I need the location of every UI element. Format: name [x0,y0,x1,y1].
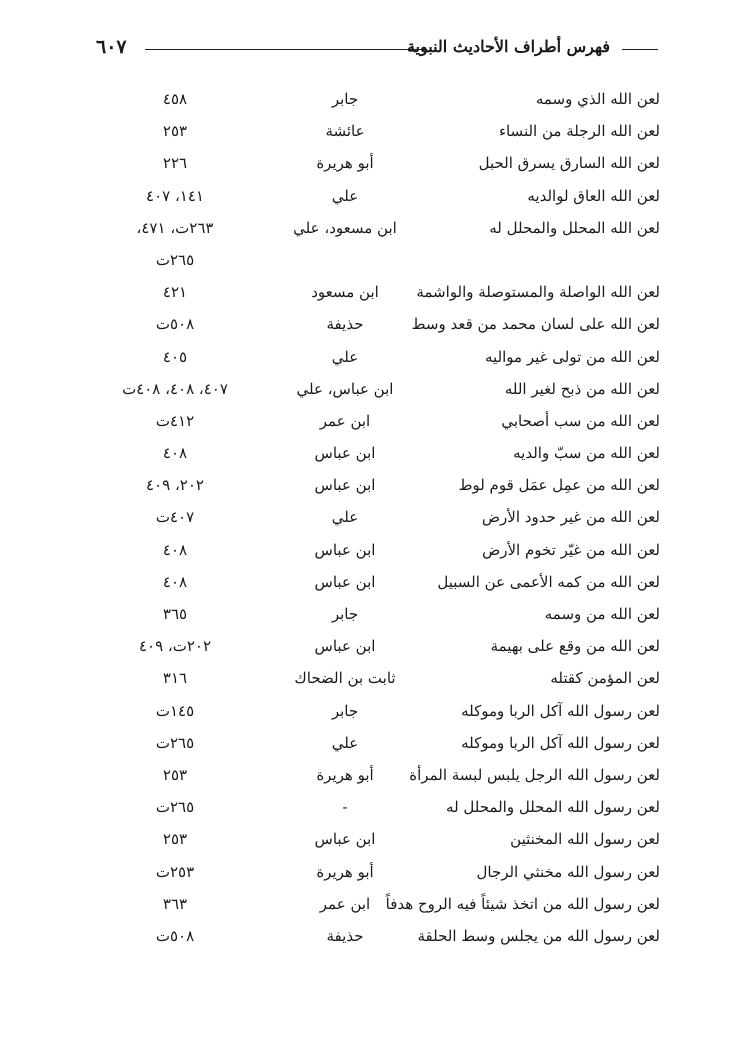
header-rule [145,49,427,50]
page-reference: ١٤٥ت [155,701,195,720]
page-reference: ٤٠٧ت [155,508,195,527]
hadith-text: لعن الله من غيّر تخوم الأرض [482,540,660,559]
index-row [100,183,660,215]
narrator-name: ابن عمر [319,894,371,913]
narrator-name: ابن عباس [314,637,376,656]
narrator-name: ابن عباس [314,476,376,495]
hadith-text: لعن الله من غير حدود الأرض [481,508,660,527]
index-row [100,762,660,794]
index-row [100,311,660,343]
narrator-name: حذيفة [326,926,364,945]
hadith-text: لعن الله من وسمه [544,605,660,623]
hadith-text: لعن رسول الله المخنثين [510,830,660,849]
index-row [100,472,660,504]
page-reference: ٣١٦ [162,669,188,688]
page-reference: ٢٦٣ت، ٤٧١، [136,218,214,237]
index-row [100,247,660,279]
index-row [100,408,660,440]
narrator-name: ابن عباس [314,830,376,849]
narrator-name: ابن عباس، علي [296,379,394,398]
hadith-text: لعن الله من وقع على بهيمة [490,637,660,656]
index-row [100,698,660,730]
page-reference: ٤٠٥ [162,347,188,366]
narrator-name: - [342,798,348,817]
hadith-text: لعن الله السارق يسرق الحبل [478,154,660,173]
page-reference: ٢٠٢ت، ٤٠٩ [138,637,212,656]
narrator-name: أبو هريرة [316,154,374,173]
narrator-name: أبو هريرة [316,862,374,881]
page-reference: ٥٠٨ت [155,315,195,334]
index-row [100,537,660,569]
index-row [100,440,660,472]
narrator-name: علي [331,733,359,752]
page-reference: ٢٦٥ت [155,798,195,817]
page-reference: ٢٦٥ت [155,250,195,269]
narrator-name: علي [331,347,359,366]
page-reference: ٢٥٣ [162,122,188,141]
page-reference: ٢٠٢، ٤٠٩ [146,476,204,495]
hadith-text: لعن الله المحلل والمحلل له [489,218,660,237]
index-row [100,86,660,118]
hadith-text: لعن الله الذي وسمه [535,90,660,108]
index-row [100,569,660,601]
narrator-name: ابن مسعود [311,283,379,302]
narrator-name: جابر [331,701,359,720]
narrator-name: عائشة [325,122,365,141]
page-reference: ٤١٢ت [155,411,195,430]
page-reference: ٣٦٣ [162,894,188,913]
narrator-name: ابن مسعود، علي [293,218,397,237]
narrator-name: ابن عباس [314,444,376,463]
narrator-name: ابن عباس [314,572,376,591]
hadith-text: لعن رسول الله من اتخذ شيئاً فيه الروح هدفاً [385,894,660,913]
hadith-text: لعن الله العاق لوالديه [527,186,660,205]
hadith-text: لعن الله الرجلة من النساء [498,122,660,141]
hadith-text: لعن رسول الله آكل الربا وموكله [461,733,660,752]
hadith-text: لعن الله على لسان محمد من قعد وسط [411,315,660,334]
header-rule-short [622,49,658,50]
narrator-name: حذيفة [326,315,364,334]
page-reference: ٢٥٣ت [155,862,195,881]
page-reference: ٤٠٧، ٤٠٨، ٤٠٨ت [122,379,228,398]
page-reference: ٤٠٨ [162,572,188,591]
index-row [100,150,660,182]
index-row [100,665,660,697]
index-row [100,923,660,955]
index-row [100,279,660,311]
narrator-name: ابن عمر [319,411,371,430]
hadith-text: لعن رسول الله الرجل يلبس لبسة المرأة [409,765,660,784]
index-row [100,601,660,633]
hadith-text: لعن رسول الله المحلل والمحلل له [446,798,660,817]
hadith-text: لعن الله من سبّ والديه [513,444,660,463]
narrator-name: علي [331,186,359,205]
index-row [100,730,660,762]
page-reference: ٥٠٨ت [155,926,195,945]
narrator-name: ثابت بن الضحاك [294,669,396,688]
hadith-text: لعن الله من كمه الأعمى عن السبيل [437,572,660,591]
hadith-text: لعن الله من تولى غير مواليه [485,347,660,366]
page-reference: ٤٥٨ [162,90,188,108]
hadith-text: لعن الله من عمِل عمَل قوم لوط [458,476,660,495]
index-row [100,826,660,858]
hadith-text: لعن الله الواصلة والمستوصلة والواشمة [416,283,660,302]
page-reference: ٢٥٣ [162,765,188,784]
running-title: فهرس أطراف الأحاديث النبوية [406,37,610,56]
narrator-name: ابن عباس [314,540,376,559]
page-reference: ١٤١، ٤٠٧ [146,186,204,205]
index-row [100,859,660,891]
narrator-name: جابر [331,605,359,623]
index-row [100,215,660,247]
hadith-text: لعن الله من ذبح لغير الله [504,379,660,398]
page-reference: ٤٠٨ [162,444,188,463]
page-number: ٦٠٧ [96,36,127,58]
page-header [90,36,658,62]
index-row [100,118,660,150]
page-reference: ٤٢١ [162,283,188,302]
page-reference: ٤٠٨ [162,540,188,559]
hadith-text: لعن رسول الله من يجلس وسط الحلقة [417,926,660,945]
page-reference: ٢٦٥ت [155,733,195,752]
hadith-text: لعن رسول الله آكل الربا وموكله [461,701,660,720]
narrator-name: جابر [331,90,359,108]
page-reference: ٣٦٥ [162,605,188,623]
index-row [100,504,660,536]
page-reference: ٢٢٦ [162,154,188,173]
index-row [100,633,660,665]
page-reference: ٢٥٣ [162,830,188,849]
index-row [100,376,660,408]
index-row [100,794,660,826]
hadith-text: لعن رسول الله مخنثي الرجال [476,862,660,881]
index-row [100,344,660,376]
index-row [100,891,660,923]
narrator-name: علي [331,508,359,527]
hadith-text: لعن المؤمن كقتله [550,669,660,688]
index-table [100,86,660,955]
narrator-name: أبو هريرة [316,765,374,784]
hadith-text: لعن الله من سب أصحابي [501,411,660,430]
